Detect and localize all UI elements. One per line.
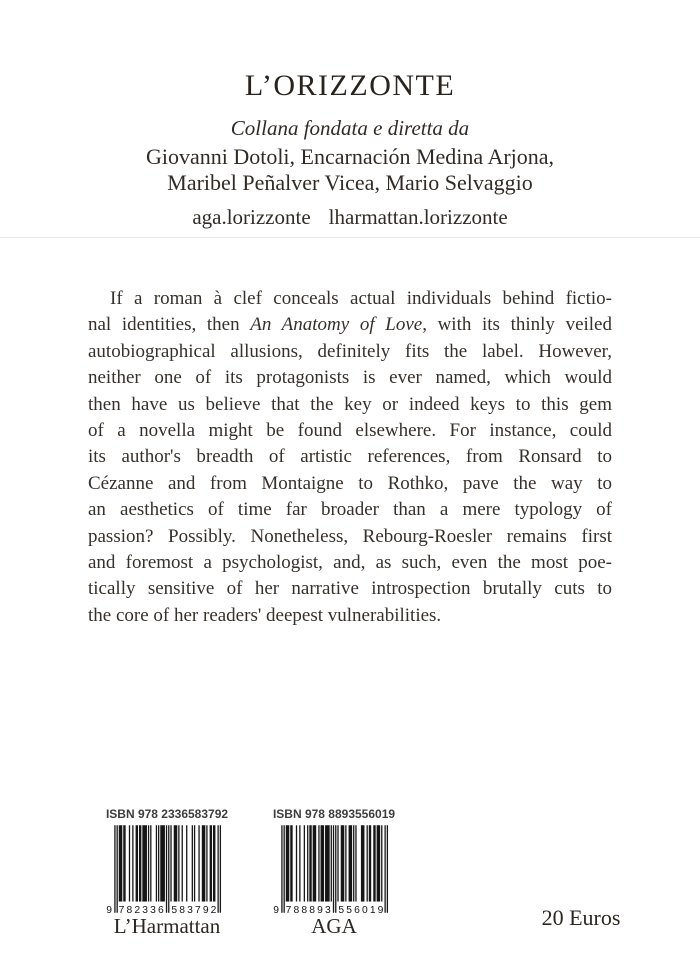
website-aga: aga.lorizzonte bbox=[192, 205, 311, 229]
ean13-barcode bbox=[264, 823, 404, 915]
svg-text:8: 8 bbox=[309, 904, 315, 915]
svg-text:9: 9 bbox=[317, 904, 323, 915]
blurb-line: an aesthetics of time far broader than a mere typology of bbox=[88, 499, 612, 521]
header-divider-rule bbox=[0, 237, 700, 238]
barcode-block-lharmattan bbox=[97, 807, 237, 938]
series-editors-line-1: Giovanni Dotoli, Encarnación Medina Arjona, bbox=[145, 144, 555, 169]
blurb-line: then have us believe that the key or indeed keys to this gem bbox=[88, 393, 612, 415]
blurb-line: passion? Possibly. Nonetheless, Rebourg-Roesler remains first bbox=[88, 525, 612, 547]
blurb-line: the core of her readers' deepest vulnerabilities. bbox=[88, 604, 442, 626]
svg-text:5: 5 bbox=[346, 904, 353, 915]
series-editors-line-2: Maribel Peñalver Vicea, Mario Selvaggio bbox=[167, 170, 533, 195]
svg-text:9: 9 bbox=[106, 904, 113, 915]
blurb-line: tically sensitive of her narrative introspection brutally cuts to bbox=[88, 578, 612, 600]
ean13-barcode bbox=[97, 823, 237, 915]
isbn-label: ISBN 978 2336583792 bbox=[105, 807, 229, 821]
publisher-name: L’Harmattan bbox=[113, 914, 221, 938]
barcode-block-aga bbox=[264, 807, 404, 938]
price-label: 20 Euros bbox=[541, 905, 621, 930]
blurb-line: of a novella might be found elsewhere. For instance, could bbox=[88, 420, 612, 442]
blurb-line: autobiographical allusions, definitely fits the label. However, bbox=[88, 340, 612, 362]
svg-text:2: 2 bbox=[134, 904, 141, 915]
svg-text:5: 5 bbox=[338, 904, 345, 915]
svg-text:6: 6 bbox=[354, 904, 360, 915]
series-subtitle: Collana fondata e diretta da bbox=[230, 116, 470, 140]
svg-text:3: 3 bbox=[142, 904, 148, 915]
website-lharmattan: lharmattan.lorizzonte bbox=[328, 205, 508, 229]
svg-text:7: 7 bbox=[285, 904, 292, 915]
svg-text:7: 7 bbox=[118, 904, 125, 915]
blurb-line: Cézanne and from Montaigne to Rothko, pave the way to bbox=[88, 472, 612, 494]
blurb-line: neither one of its protagonists is ever named, which would bbox=[88, 367, 612, 389]
publisher-name: AGA bbox=[311, 914, 357, 938]
series-websites bbox=[0, 205, 700, 229]
svg-text:9: 9 bbox=[202, 904, 209, 915]
svg-text:3: 3 bbox=[187, 904, 193, 915]
blurb-line: nal identities, then An Anatomy of Love, with its thinly veiled bbox=[88, 314, 612, 336]
svg-text:8: 8 bbox=[179, 904, 186, 915]
series-title: L’ORIZZONTE bbox=[244, 69, 456, 102]
blurb-line: and foremost a psychologist, and, as such, even the most poe- bbox=[88, 552, 612, 574]
isbn-label: ISBN 978 8893556019 bbox=[272, 807, 396, 821]
svg-text:0: 0 bbox=[361, 904, 368, 915]
blurb-line: If a roman à clef conceals actual individuals behind fictio- bbox=[110, 288, 612, 309]
svg-text:8: 8 bbox=[301, 904, 308, 915]
svg-text:6: 6 bbox=[157, 904, 164, 915]
back-cover-blurb bbox=[88, 286, 612, 629]
svg-text:2: 2 bbox=[210, 904, 217, 915]
svg-text:3: 3 bbox=[324, 904, 331, 915]
svg-text:7: 7 bbox=[194, 904, 201, 915]
series-header bbox=[0, 68, 700, 229]
blurb-line: its author's breadth of artistic references, from Ronsard to bbox=[88, 446, 612, 468]
svg-text:8: 8 bbox=[293, 904, 300, 915]
svg-text:3: 3 bbox=[150, 904, 156, 915]
svg-text:5: 5 bbox=[171, 904, 178, 915]
svg-text:1: 1 bbox=[369, 904, 376, 915]
svg-text:8: 8 bbox=[126, 904, 133, 915]
svg-text:9: 9 bbox=[273, 904, 280, 915]
svg-text:9: 9 bbox=[377, 904, 384, 915]
